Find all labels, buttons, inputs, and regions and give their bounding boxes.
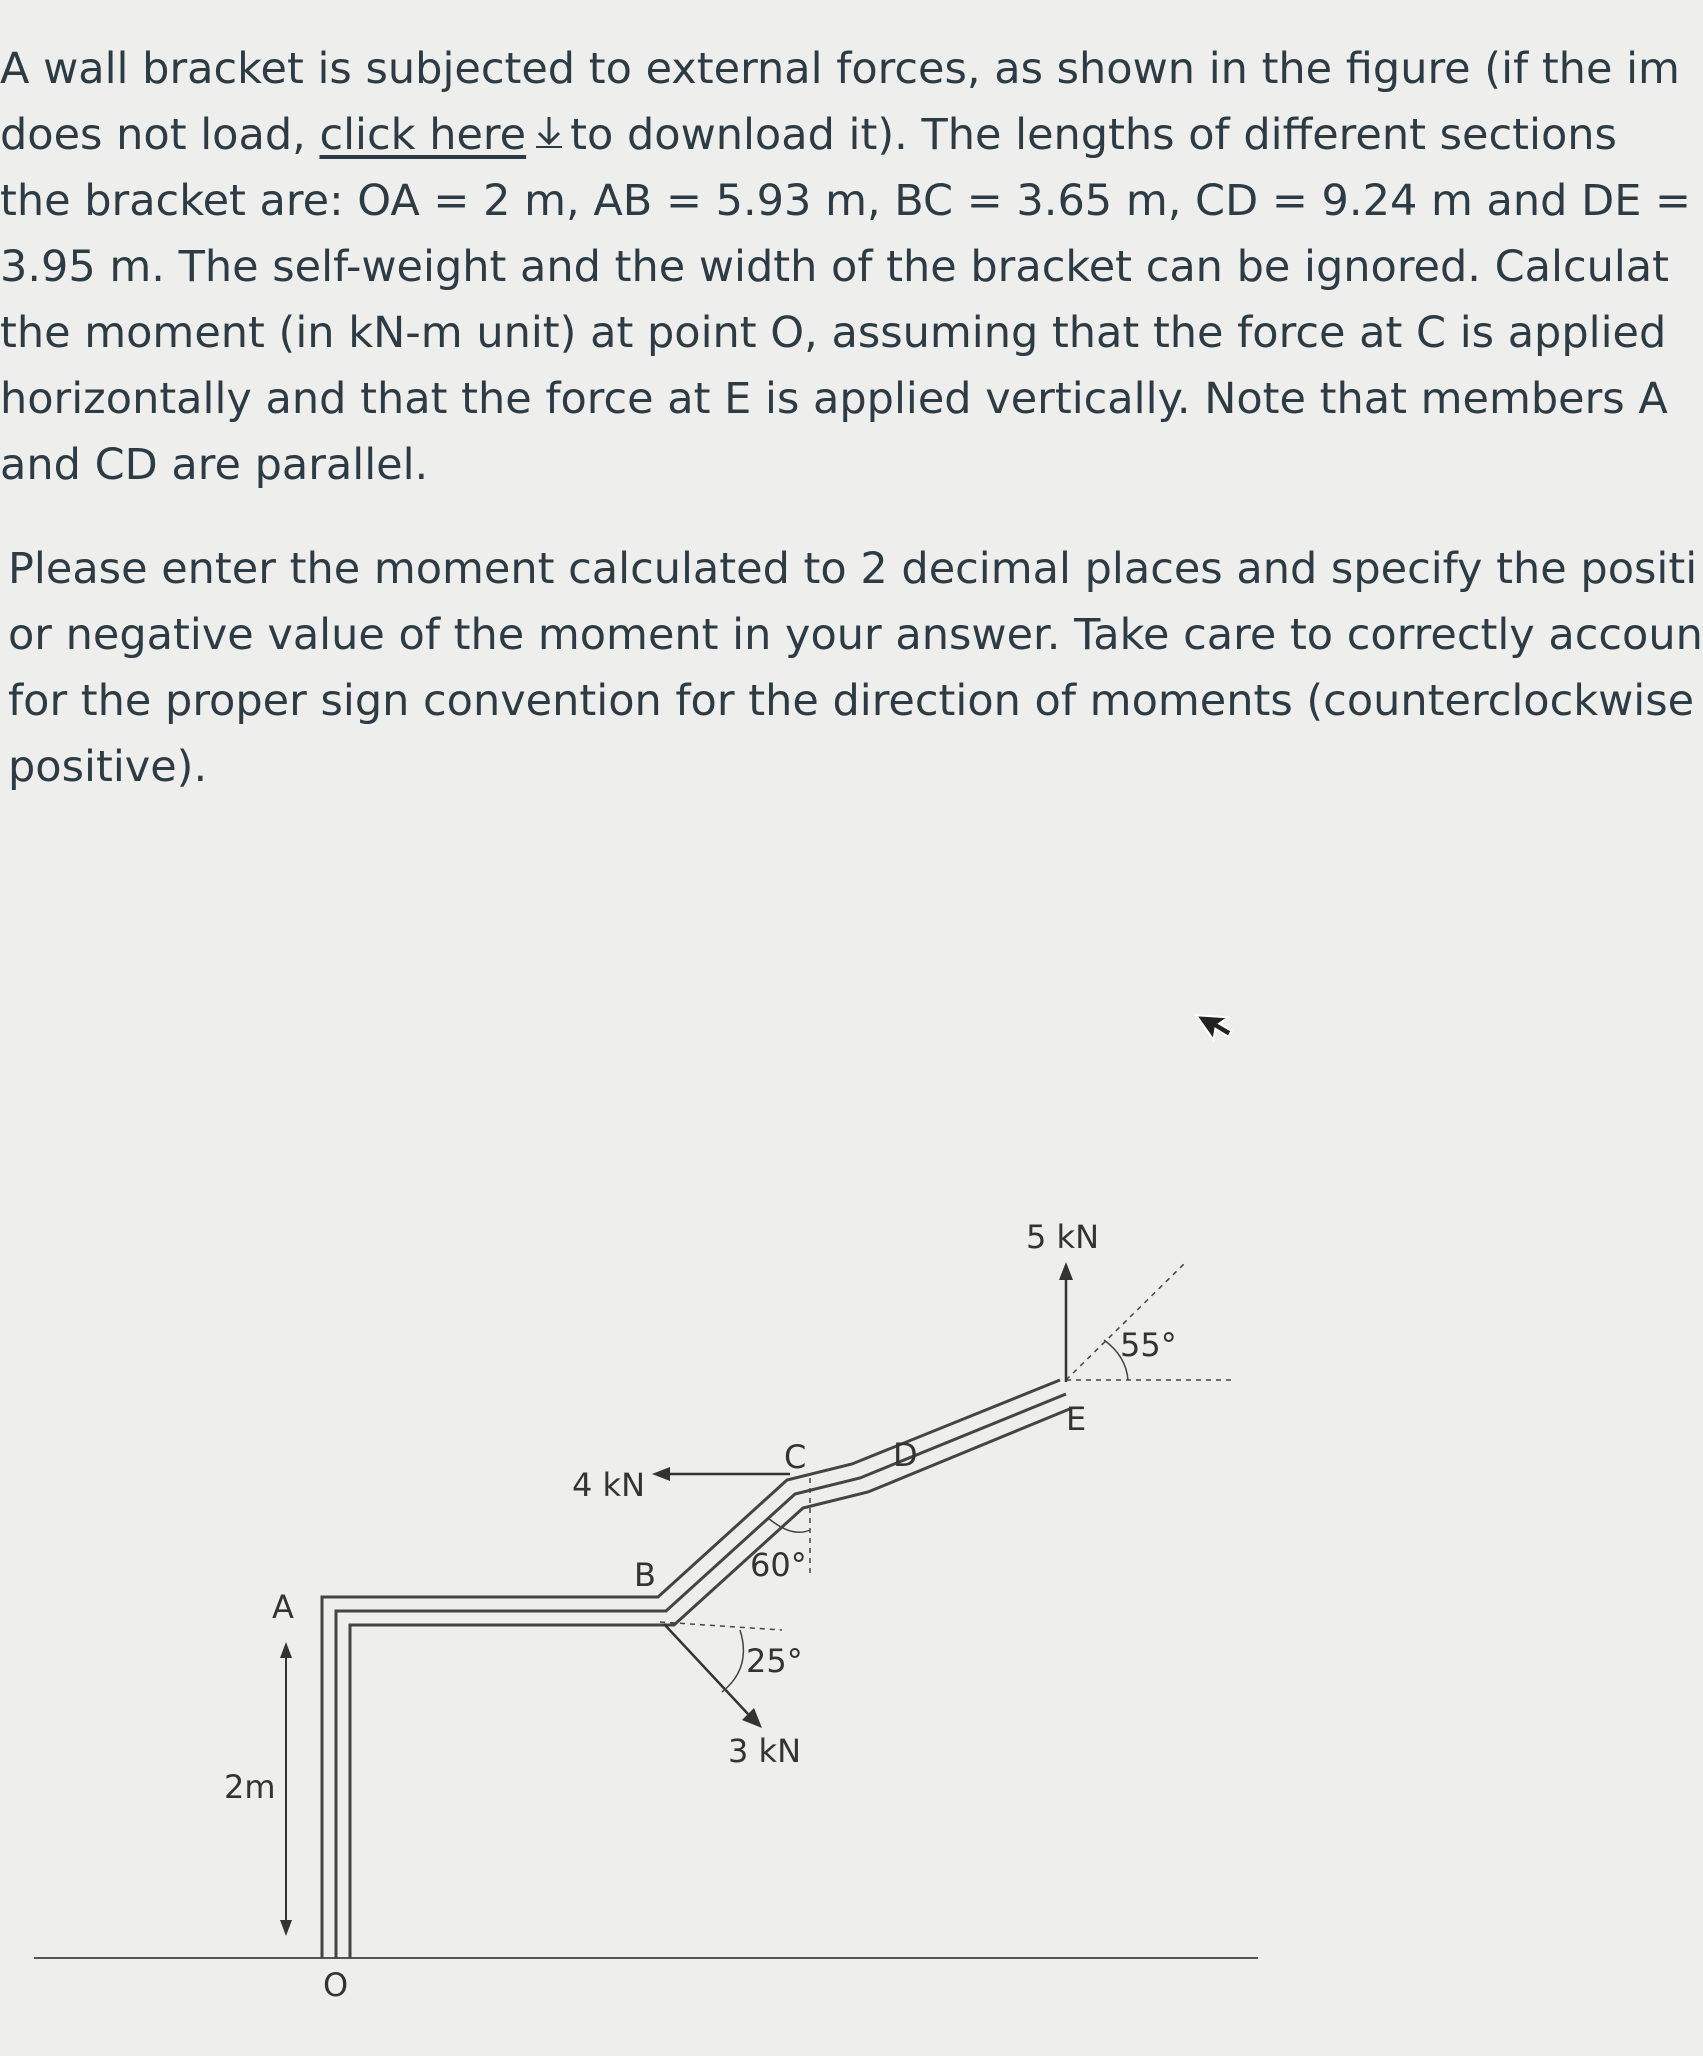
force-label-e: 5 kN [1026, 1218, 1099, 1256]
download-link[interactable]: click here [319, 110, 527, 160]
problem-line-3: the bracket are: OA = 2 m, AB = 5.93 m, BC = 3.65 m, CD = 9.24 m and DE = [0, 176, 1692, 226]
instructions-line-1: Please enter the moment calculated to 2 decimal places and specify the positi [8, 544, 1698, 594]
problem-line-1: A wall bracket is subjected to external forces, as shown in the figure (if the im [0, 44, 1680, 94]
problem-line-4: 3.95 m. The self-weight and the width of the bracket can be ignored. Calculat [0, 242, 1670, 292]
mouse-cursor-icon [1200, 1000, 1236, 1048]
problem-line-6: horizontally and that the force at E is applied vertically. Note that members A [0, 374, 1668, 424]
angle-label-b: 25° [746, 1642, 803, 1680]
angle-label-c: 60° [750, 1546, 807, 1584]
label-point-o: O [323, 1966, 349, 2004]
label-point-c: C [784, 1438, 807, 1476]
label-point-d: D [893, 1436, 918, 1474]
force-arrow-c [652, 1467, 790, 1481]
problem-line-2a: does not load, [0, 110, 306, 160]
angle-label-e: 55° [1120, 1326, 1177, 1364]
force-label-c: 4 kN [572, 1466, 645, 1504]
label-point-a: A [272, 1588, 294, 1626]
label-point-e: E [1066, 1400, 1087, 1438]
force-arrow-e [1059, 1262, 1073, 1382]
bracket [322, 1380, 1072, 1958]
dimension-label: 2m [224, 1768, 276, 1806]
instructions-line-3: for the proper sign convention for the direction of moments (counterclockwise [8, 676, 1695, 726]
problem-line-2b: to download it). The lengths of different sections [570, 110, 1617, 160]
problem-line-5: the moment (in kN-m unit) at point O, assuming that the force at C is applied [0, 308, 1667, 358]
instructions-line-4: positive). [8, 742, 208, 792]
dimension-oa [280, 1642, 292, 1936]
instructions-line-2: or negative value of the moment in your answer. Take care to correctly accoun [8, 610, 1703, 660]
problem-line-7: and CD are parallel. [0, 440, 429, 490]
label-point-b: B [634, 1556, 656, 1594]
force-label-b: 3 kN [728, 1732, 801, 1770]
